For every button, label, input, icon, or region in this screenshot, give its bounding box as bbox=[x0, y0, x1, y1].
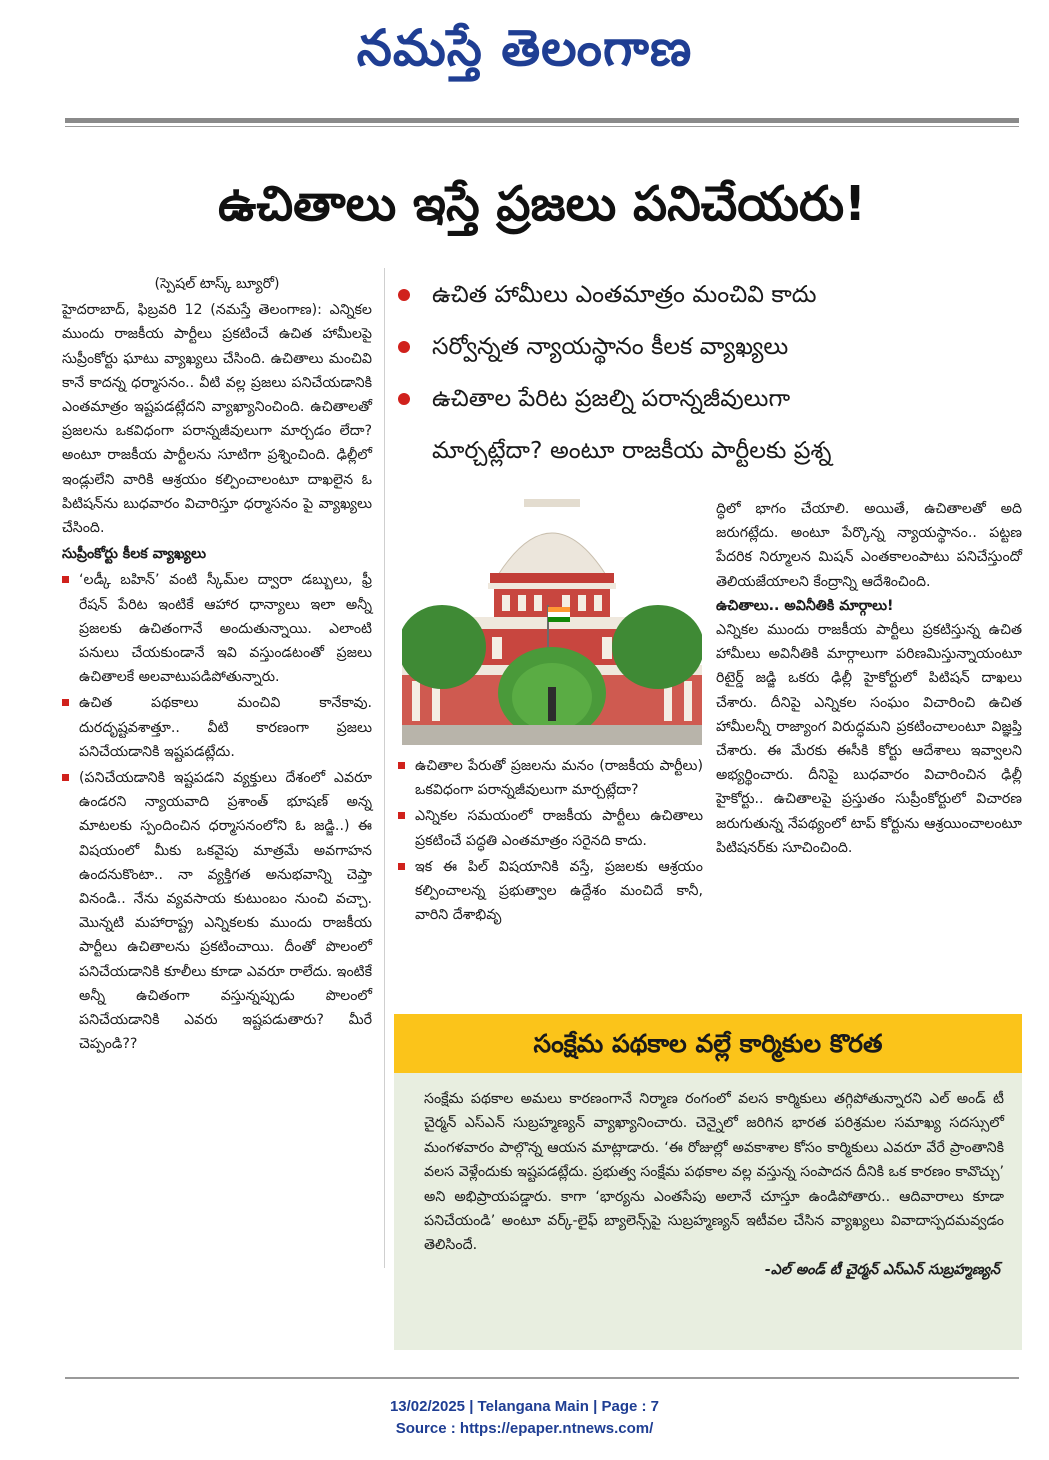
left-bullet bbox=[62, 568, 372, 689]
masthead bbox=[0, 8, 1049, 90]
right-paragraph-1: ద్ధిలో భాగం చేయాలి. అయితే, ఉచితాలతో అది జరుగట్లేదు. అంటూ పేర్కొన్న న్యాయస్థానం.. పట్టణ పేదరిక నిర్మూలన మిషన్ ఎంతకాలంపాటు పనిచేస్తుందో తెలియజేయాలని కేంద్రాన్ని ఆదేశించింది. bbox=[716, 501, 1022, 590]
square-bullet-icon bbox=[398, 863, 405, 870]
middle-bullet-text: ఇక ఈ పిల్ విషయానికి వస్తే, ప్రజలకు ఆశ్రయం కల్పించాలన్న ప్రభుత్వాల ఉద్దేశం మంచిదే కానీ, వారిని దేశాభివృ bbox=[415, 858, 703, 924]
square-bullet-icon bbox=[62, 699, 69, 706]
square-bullet-icon bbox=[62, 576, 69, 583]
footer bbox=[0, 1396, 1049, 1440]
masthead-logo: నమస్తే తెలంగాణ bbox=[356, 18, 693, 77]
red-dot-icon bbox=[398, 341, 410, 353]
box-title: సంక్షేమ పథకాల వల్లే కార్మికుల కొరత bbox=[394, 1014, 1022, 1073]
masthead-rule-thick bbox=[65, 118, 1019, 123]
right-column bbox=[716, 497, 1022, 860]
box-body-text: సంక్షేమ పథకాల అమలు కారణంగానే నిర్మాణ రంగంలో వలస కార్మికులు తగ్గిపోతున్నారని ఎల్ అండ్ టీ చైర్మన్ ఎస్ఎన్ సుబ్రహ్మణ్యన్ వ్యాఖ్యానించారు. చెన్నైలో జరిగిన భారత పరిశ్రమల సమాఖ్య సదస్సులో మంగళవారం పాల్గొన్న ఆయన మాట్లాడారు. ‘ఈ రోజుల్లో అవకాశాల కోసం కార్మికులు ఎవరూ వేరే ప్రాంతానికి వలస వెళ్లేందుకు ఇష్టపడట్లేదు. ప్రభుత్వ సంక్షేమ పథకాల వల్ల వస్తున్న సంపాదన దీనికి ఒక కారణం కావొచ్చు’ అని అభిప్రాయపడ్డారు. కాగా ‘భార్యను ఎంతసేపు అలానే చూస్తూ ఉండిపోతారు.. ఆదివారాలు కూడా పనిచేయండి’ అంటూ వర్క్-లైఫ్ బ్యాలెన్స్‌పై సుబ్రహ్మణ్యన్ ఇటీవల చేసిన వ్యాఖ్యలు వివాదాస్పదమవ్వడం తెలిసిందే. bbox=[424, 1091, 1004, 1254]
right-paragraph-2: ఎన్నికల ముందు రాజకీయ పార్టీలు ప్రకటిస్తున్న ఉచిత హామీలు అవినీతికి మార్గాలుగా పరిణమిస్తున్నాయంటూ రిటైర్డ్ జడ్జి ఒకరు ఢిల్లీ హైకోర్టులో పిటిషన్ దాఖలు చేశారు. దీనిపై ఎన్నికల సంఘం విచారించి ఉచిత హామీలన్నీ రాజ్యాంగ విరుద్ధమని ప్రకటించాలంటూ విజ్ఞప్తి చేశారు. ఈ మేరకు ఈసీకి కోర్టు ఆదేశాలు ఇవ్వాలని అభ్యర్థించారు. దీనిపై బుధవారం విచారించిన ఢిల్లీ హైకోర్టు.. ఉచితాలపై ప్రస్తుతం సుప్రీంకోర్టులో విచారణ జరుగుతున్న నేపథ్యంలో టాప్ కోర్టును ఆశ్రయించాలంటూ పిటిషనర్‌కు సూచించింది. bbox=[716, 622, 1022, 856]
footer-date-line: 13/02/2025 | Telangana Main | Page : 7 bbox=[389, 1398, 660, 1415]
square-bullet-icon bbox=[398, 762, 405, 769]
highlight-text: సర్వోన్నత న్యాయస్థానం కీలక వ్యాఖ్యలు bbox=[432, 332, 789, 360]
masthead-rule-thin bbox=[65, 126, 1019, 127]
supreme-court-building-image bbox=[402, 497, 702, 745]
left-bullet-text: (పనిచేయడానికి ఇష్టపడని వ్యక్తులు దేశంలో ఎవరూ ఉండరని న్యాయవాది ప్రశాంత్ భూషణ్ అన్న మాటలకు స్పందించిన ధర్మాసనంలోని ఓ జడ్జి..) ఈ విషయంలో మీకు ఒకవైపు మాత్రమే అవగాహన ఉందనుకొంటా.. నా వ్యక్తిగత అనుభవాన్ని చెప్తా వినండి.. నేను వ్యవసాయ కుటుంబం నుంచి వచ్చా. మొన్నటి మహారాష్ట్ర ఎన్నికలకు ముందు రాజకీయ పార్టీలు ఉచితాలను ప్రకటించాయి. దీంతో పొలంలో పనిచేయడానికి కూలీలు కూడా ఎవరూ రాలేదు. ఇంటికే అన్నీ ఉచితంగా వస్తున్నప్పుడు పొలంలో పనిచేయడానికి ఎవరు ఇష్టపడుతారు? మీరే చెప్పండి?? bbox=[79, 770, 372, 1053]
column-divider bbox=[384, 268, 385, 1268]
byline: (స్పెషల్ టాస్క్ బ్యూరో) bbox=[154, 276, 280, 292]
highlight-item bbox=[398, 372, 1023, 424]
intro-paragraph: హైదరాబాద్, ఫిబ్రవరి 12 (నమస్తే తెలంగాణ): ఎన్నికల ముందు రాజకీయ పార్టీలు ప్రకటించే ఉచిత హామీలపై సుప్రీంకోర్టు ఘాటు వ్యాఖ్యలు చేసింది. ఉచితాలు మంచివి కానే కాదన్న ధర్మాసనం.. వీటి వల్ల ప్రజలు పనిచేయడానికి ఎంతమాత్రం ఇష్టపడట్లేదని వ్యాఖ్యానించింది. ఉచితాలతో ప్రజలను ఒకవిధంగా పరాన్నజీవులుగా మార్చడం లేదా? అంటూ రాజకీయ పార్టీలను సూటిగా ప్రశ్నించింది. ఢిల్లీలో ఇండ్లులేని వారికి ఆశ్రయం కల్పించాలంటూ దాఖలైన ఓ పిటిషన్‌ను బుధవారం విచారిస్తూ ధర్మాసనం పై వ్యాఖ్యలు చేసింది. bbox=[62, 302, 372, 537]
middle-column bbox=[398, 752, 703, 929]
middle-bullet bbox=[398, 855, 703, 928]
middle-bullet bbox=[398, 804, 703, 852]
box-body bbox=[394, 1073, 1022, 1282]
box-signature: -ఎల్ అండ్ టీ చైర్మన్ ఎస్ఎన్ సుబ్రహ్మణ్యన్ bbox=[764, 1261, 1000, 1278]
highlight-item bbox=[398, 320, 1023, 372]
right-subhead: ఉచితాలు.. అవినీతికి మార్గాలు! bbox=[716, 597, 894, 614]
highlights bbox=[398, 268, 1023, 476]
footer-source-link[interactable]: Source : https://epaper.ntnews.com/ bbox=[395, 1420, 654, 1437]
square-bullet-icon bbox=[62, 774, 69, 781]
highlight-text: ఉచిత హామీలు ఎంతమాత్రం మంచివి కాదు bbox=[432, 280, 817, 308]
left-bullet bbox=[62, 691, 372, 764]
headline: ఉచితాలు ఇస్తే ప్రజలు పనిచేయరు! bbox=[218, 176, 866, 232]
left-bullet bbox=[62, 766, 372, 1056]
sidebar-box bbox=[394, 1014, 1022, 1350]
supreme-court-photo bbox=[402, 497, 702, 745]
left-column bbox=[62, 272, 372, 1057]
highlight-text: ఉచితాల పేరిట ప్రజల్ని పరాన్నజీవులుగా bbox=[432, 384, 791, 412]
red-dot-icon bbox=[398, 289, 410, 301]
highlight-item bbox=[398, 268, 1023, 320]
middle-bullet-text: ఉచితాల పేరుతో ప్రజలను మనం (రాజకీయ పార్టీలు) ఒకవిధంగా పరాన్నజీవులుగా మార్చట్లేదా? bbox=[415, 758, 703, 799]
middle-bullet bbox=[398, 754, 703, 802]
left-subhead: సుప్రీంకోర్టు కీలక వ్యాఖ్యలు bbox=[62, 546, 207, 563]
left-bullet-text: ‘లడ్కీ బహిన్’ వంటి స్కీమ్‌ల ద్వారా డబ్బులు, ఫ్రీ రేషన్ పేరిట ఇంటికే ఆహార ధాన్యాలు ఇలా అన్నీ ప్రజలకు ఉచితంగానే అందుతున్నాయి. ఎలాంటి పనులు చేయకుండానే ఇవి వస్తుండటంతో ప్రజలు ఉచితాలకే అలవాటుపడిపోతున్నారు. bbox=[79, 572, 372, 686]
middle-bullet-text: ఎన్నికల సమయంలో రాజకీయ పార్టీలు ఉచితాలు ప్రకటించే పద్ధతి ఎంతమాత్రం సరైనది కాదు. bbox=[415, 808, 703, 849]
highlight-continuation: మార్చట్లేదా? అంటూ రాజకీయ పార్టీలకు ప్రశ్న bbox=[432, 436, 832, 464]
red-dot-icon bbox=[398, 393, 410, 405]
left-bullet-text: ఉచిత పథకాలు మంచివి కానేకావు. దురదృష్టవశాత్తూ.. వీటి కారణంగా ప్రజలు పనిచేయడానికి ఇష్టపడట్లేదు. bbox=[79, 695, 372, 760]
footer-rule bbox=[65, 1377, 1019, 1379]
square-bullet-icon bbox=[398, 812, 405, 819]
